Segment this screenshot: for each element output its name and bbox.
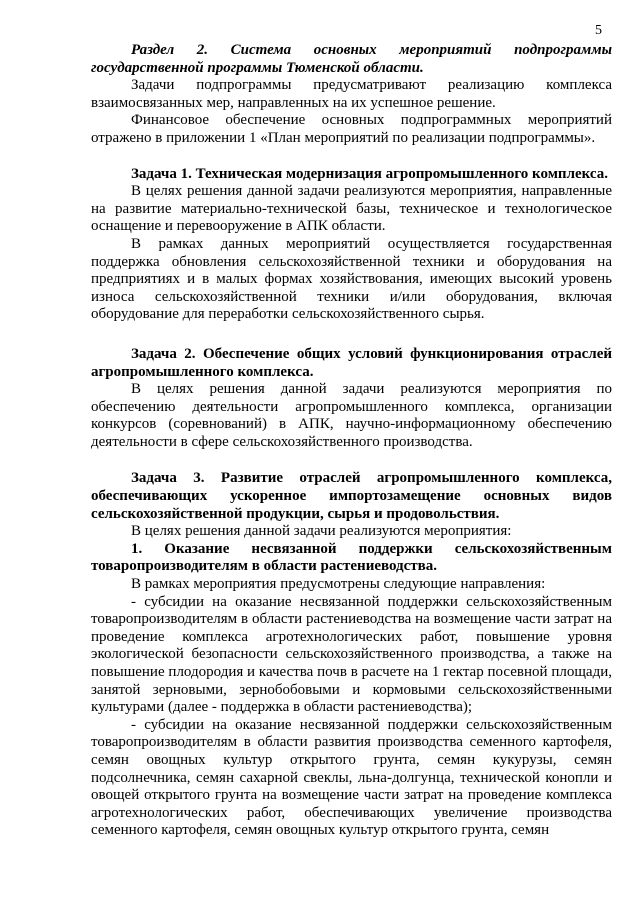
task3-item1-heading: 1. Оказание несвязанной поддержки сельскохозяйственным товаропроизводителям в области растениеводства. <box>91 540 612 575</box>
task3-paragraph-2: В рамках мероприятия предусмотрены следующие направления: <box>131 576 546 593</box>
task3-bullet-2: - субсидии на оказание несвязанной поддержки сельскохозяйственным товаропроизводителям в области развития производства семенного картофеля, семян овощных культур открытого грунта, семян кукурузы, семян подсолнечника, семян сахарной свеклы, льна-долгунца, технической конопли и овощей открытого грунта на возмещение части затрат на проведение комплекса агротехнологических работ, обеспечивающих увеличение производства семенного картофеля, семян овощных культур открытого грунта, семян <box>91 716 612 839</box>
page-number: 5 <box>595 23 602 38</box>
section-paragraph-1: Задачи подпрограммы предусматривают реализацию комплекса взаимосвязанных мер, направленных на их успешное решение. <box>91 77 612 111</box>
section-paragraph-2: Финансовое обеспечение основных подпрограммных мероприятий отражено в приложении 1 «План мероприятий по реализации подпрограммы». <box>91 112 612 146</box>
task1-paragraph-1: В целях решения данной задачи реализуются мероприятия, направленные на развитие материально-технической базы, техническое и технологическое оснащение и перевооружение в АПК области. <box>91 183 612 235</box>
page-content <box>91 42 612 840</box>
task2-heading: Задача 2. Обеспечение общих условий функционирования отраслей агропромышленного комплекса. <box>91 345 612 380</box>
task3-bullet-1: - субсидии на оказание несвязанной поддержки сельскохозяйственным товаропроизводителям в области растениеводства на возмещение части затрат на проведение комплекса агротехнологических работ, повышение уровня экологической безопасности сельскохозяйственного производства, а также на повышение плодородия и качества почв в расчете на 1 гектар посевной площади, занятой зерновыми, зернобобовыми и кормовыми сельскохозяйственными культурами (далее - поддержка в области растениеводства); <box>91 593 612 716</box>
task3-heading: Задача 3. Развитие отраслей агропромышленного комплекса, обеспечивающих ускоренное импортозамещение основных видов сельскохозяйственной продукции, сырья и продовольствия. <box>91 470 612 522</box>
task1-heading: Задача 1. Техническая модернизация агропромышленного комплекса. <box>131 165 609 182</box>
section-heading: Раздел 2. Система основных мероприятий подпрограммы государственной программы Тюменской области. <box>91 42 612 76</box>
task3-paragraph-1: В целях решения данной задачи реализуются мероприятия: <box>131 523 512 540</box>
task2-paragraph-1: В целях решения данной задачи реализуются мероприятия по обеспечению деятельности агропромышленного комплекса, организации конкурсов (соревнований) в АПК, научно-информационному обеспечению деятельности в сфере сельскохозяйственного производства. <box>91 381 612 450</box>
task1-paragraph-2: В рамках данных мероприятий осуществляется государственная поддержка обновления сельскохозяйственной техники и оборудования на предприятиях и в малых формах хозяйствования, имеющих высокий уровень износа сельскохозяйственной техники и/или оборудования, включая оборудование для переработки сельскохозяйственного сырья. <box>91 235 612 323</box>
